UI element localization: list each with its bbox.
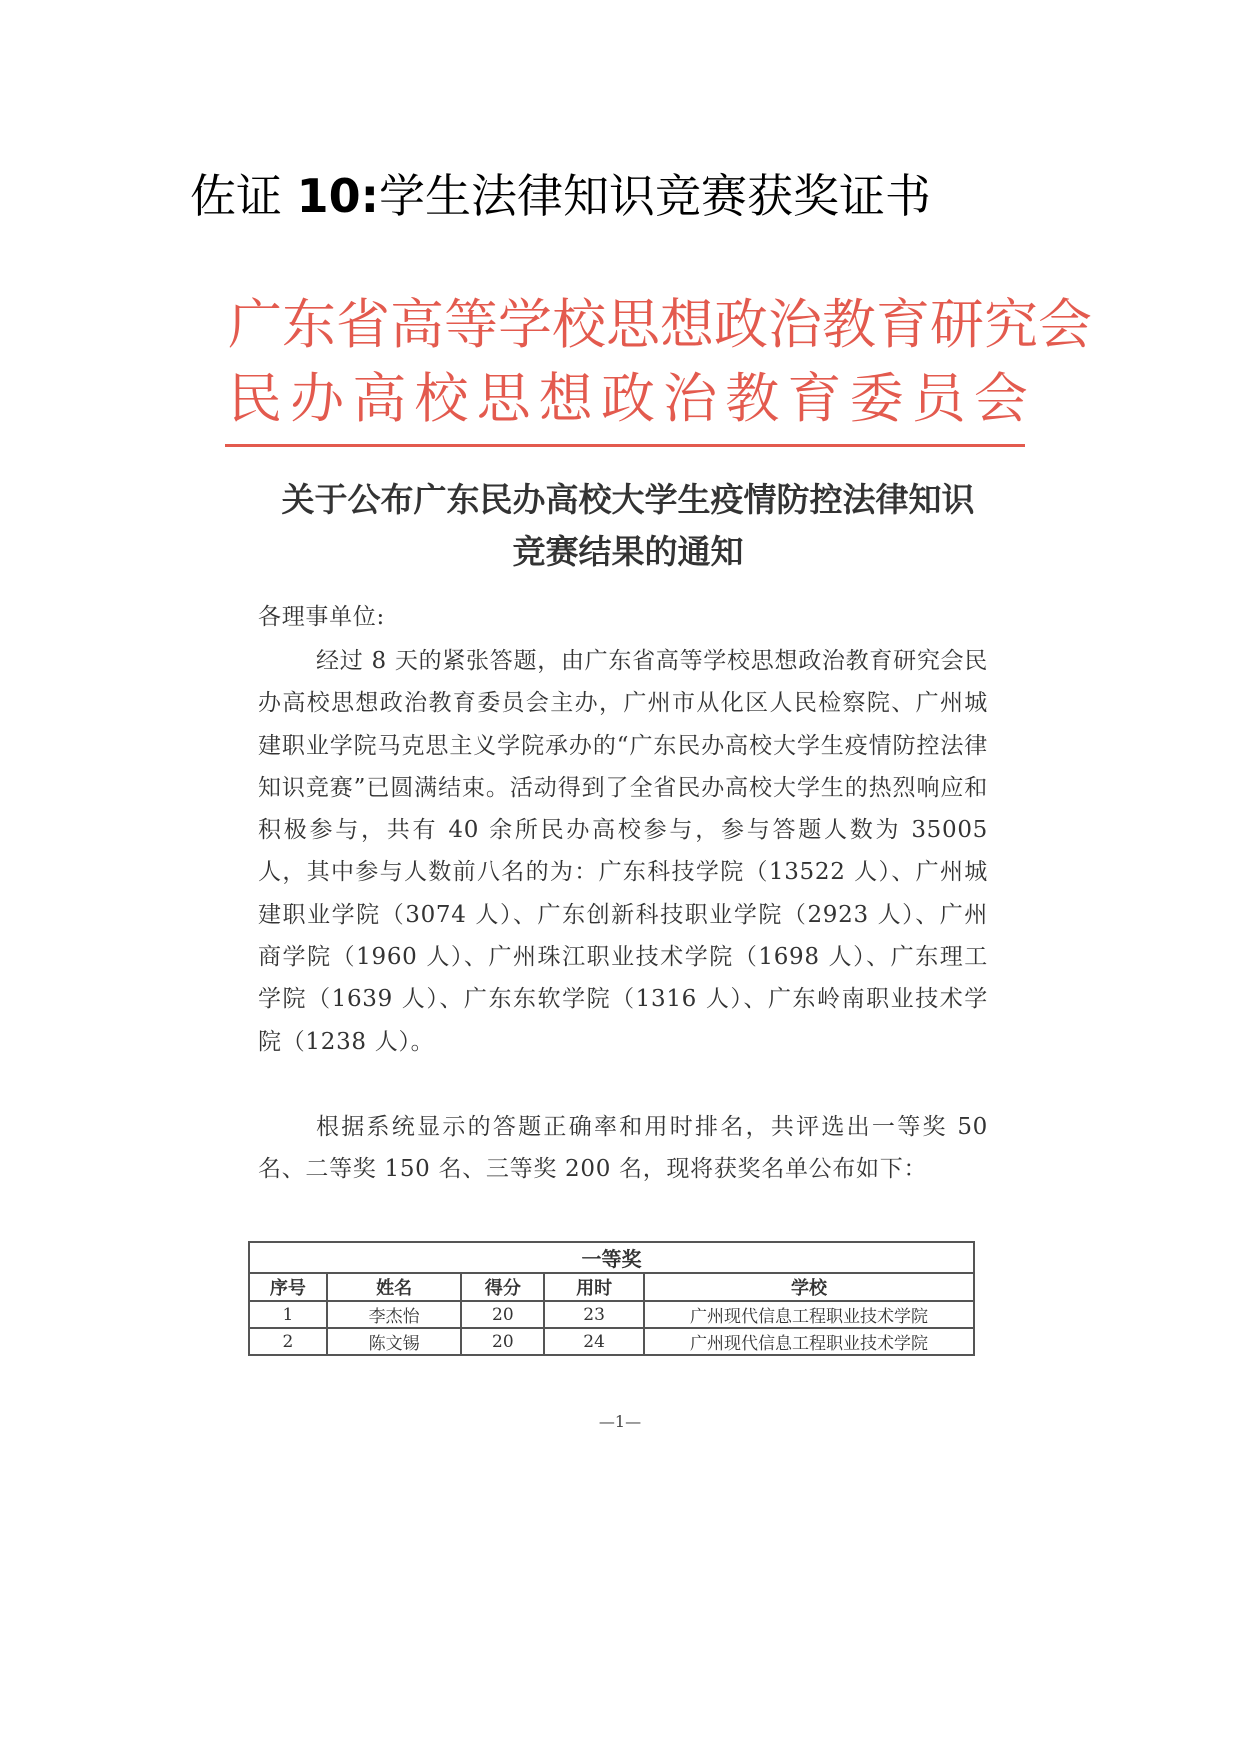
column-header: 姓名 bbox=[327, 1273, 462, 1301]
letterhead-char: 治 bbox=[768, 293, 822, 356]
letterhead-char: 教 bbox=[822, 293, 876, 356]
table-cell: 2 bbox=[249, 1328, 327, 1355]
table-cell: 23 bbox=[544, 1301, 644, 1328]
column-header: 用时 bbox=[544, 1273, 644, 1301]
column-header: 学校 bbox=[644, 1273, 974, 1301]
letterhead-char: 想 bbox=[660, 293, 714, 356]
letterhead-divider bbox=[225, 444, 1025, 447]
letterhead-line-1 bbox=[228, 293, 1092, 358]
table-row bbox=[249, 1301, 974, 1328]
notice-paragraph-2: 根据系统显示的答题正确率和用时排名，共评选出一等奖 50 名、二等奖 150 名、三等奖 200 名，现将获奖名单公布如下： bbox=[258, 1114, 988, 1182]
table-cell: 李杰怡 bbox=[327, 1301, 462, 1328]
letterhead-char: 研 bbox=[930, 293, 984, 356]
letterhead-char: 高 bbox=[390, 293, 444, 356]
letterhead-char: 想 bbox=[538, 367, 593, 430]
letterhead-char: 教 bbox=[725, 367, 780, 430]
letterhead-char: 育 bbox=[876, 293, 930, 356]
award-table-title: 一等奖 bbox=[249, 1242, 974, 1273]
table-cell: 广州现代信息工程职业技术学院 bbox=[644, 1328, 974, 1355]
letterhead-char: 学 bbox=[498, 293, 552, 356]
letterhead-char: 政 bbox=[714, 293, 768, 356]
notice-title-line-2: 竞赛结果的通知 bbox=[512, 532, 744, 571]
letterhead-line-2 bbox=[228, 367, 1028, 432]
salutation: 各理事单位: bbox=[258, 604, 385, 630]
letterhead-char: 等 bbox=[444, 293, 498, 356]
letterhead-char: 会 bbox=[1038, 293, 1092, 356]
letterhead-char: 东 bbox=[282, 293, 336, 356]
letterhead-char: 办 bbox=[290, 367, 345, 430]
table-cell: 陈文锡 bbox=[327, 1328, 462, 1355]
letterhead-char: 广 bbox=[228, 293, 282, 356]
table-row bbox=[249, 1328, 974, 1355]
letterhead-char: 省 bbox=[336, 293, 390, 356]
table-cell: 1 bbox=[249, 1301, 327, 1328]
letterhead-char: 高 bbox=[352, 367, 407, 430]
award-table bbox=[248, 1241, 975, 1356]
letterhead-char: 校 bbox=[552, 293, 606, 356]
heading-text: 学生法律知识竞赛获奖证书 bbox=[379, 169, 932, 223]
table-cell: 20 bbox=[461, 1328, 544, 1355]
letterhead-char: 育 bbox=[787, 367, 842, 430]
letterhead-char: 究 bbox=[984, 293, 1038, 356]
heading-number: 10: bbox=[296, 169, 380, 223]
letterhead-char: 会 bbox=[973, 367, 1028, 430]
letterhead-char: 治 bbox=[663, 367, 718, 430]
heading-prefix: 佐证 bbox=[190, 169, 297, 223]
table-cell: 20 bbox=[461, 1301, 544, 1328]
page-number: —1— bbox=[598, 1412, 642, 1431]
letterhead-char: 员 bbox=[911, 367, 966, 430]
column-header: 得分 bbox=[461, 1273, 544, 1301]
letterhead-char: 思 bbox=[476, 367, 531, 430]
column-header: 序号 bbox=[249, 1273, 327, 1301]
letterhead-char: 政 bbox=[600, 367, 655, 430]
table-header-row bbox=[249, 1273, 974, 1301]
letterhead-char: 委 bbox=[849, 367, 904, 430]
notice-title-line-1: 关于公布广东民办高校大学生疫情防控法律知识 bbox=[281, 480, 975, 519]
letterhead-char: 民 bbox=[228, 367, 282, 430]
letterhead-char: 校 bbox=[414, 367, 469, 430]
table-cell: 24 bbox=[544, 1328, 644, 1355]
table-cell: 广州现代信息工程职业技术学院 bbox=[644, 1301, 974, 1328]
letterhead-char: 思 bbox=[606, 293, 660, 356]
page-heading bbox=[190, 160, 931, 226]
notice-paragraph-1: 经过 8 天的紧张答题，由广东省高等学校思想政治教育研究会民办高校思想政治教育委员会主办，广州市从化区人民检察院、广州城建职业学院马克思主义学院承办的“广东民办高校大学生疫情防控法律知识竞赛”已圆满结束。活动得到了全省民办高校大学生的热烈响应和积极参与，共有 40 余所民办高校参与，参与答题人数为 35005 人，其中参与人数前八名的为：广东科技学院（13522 人）、广州城建职业学院（3074 人）、广东创新科技职业学院（2923 人）、广州商学院（1960 人）、广州珠江职业技术学院（1698 人）、广东理工学院（1639 人）、广东东软学院（1316 人）、广东岭南职业技术学院（1238 人）。 bbox=[258, 648, 988, 1055]
